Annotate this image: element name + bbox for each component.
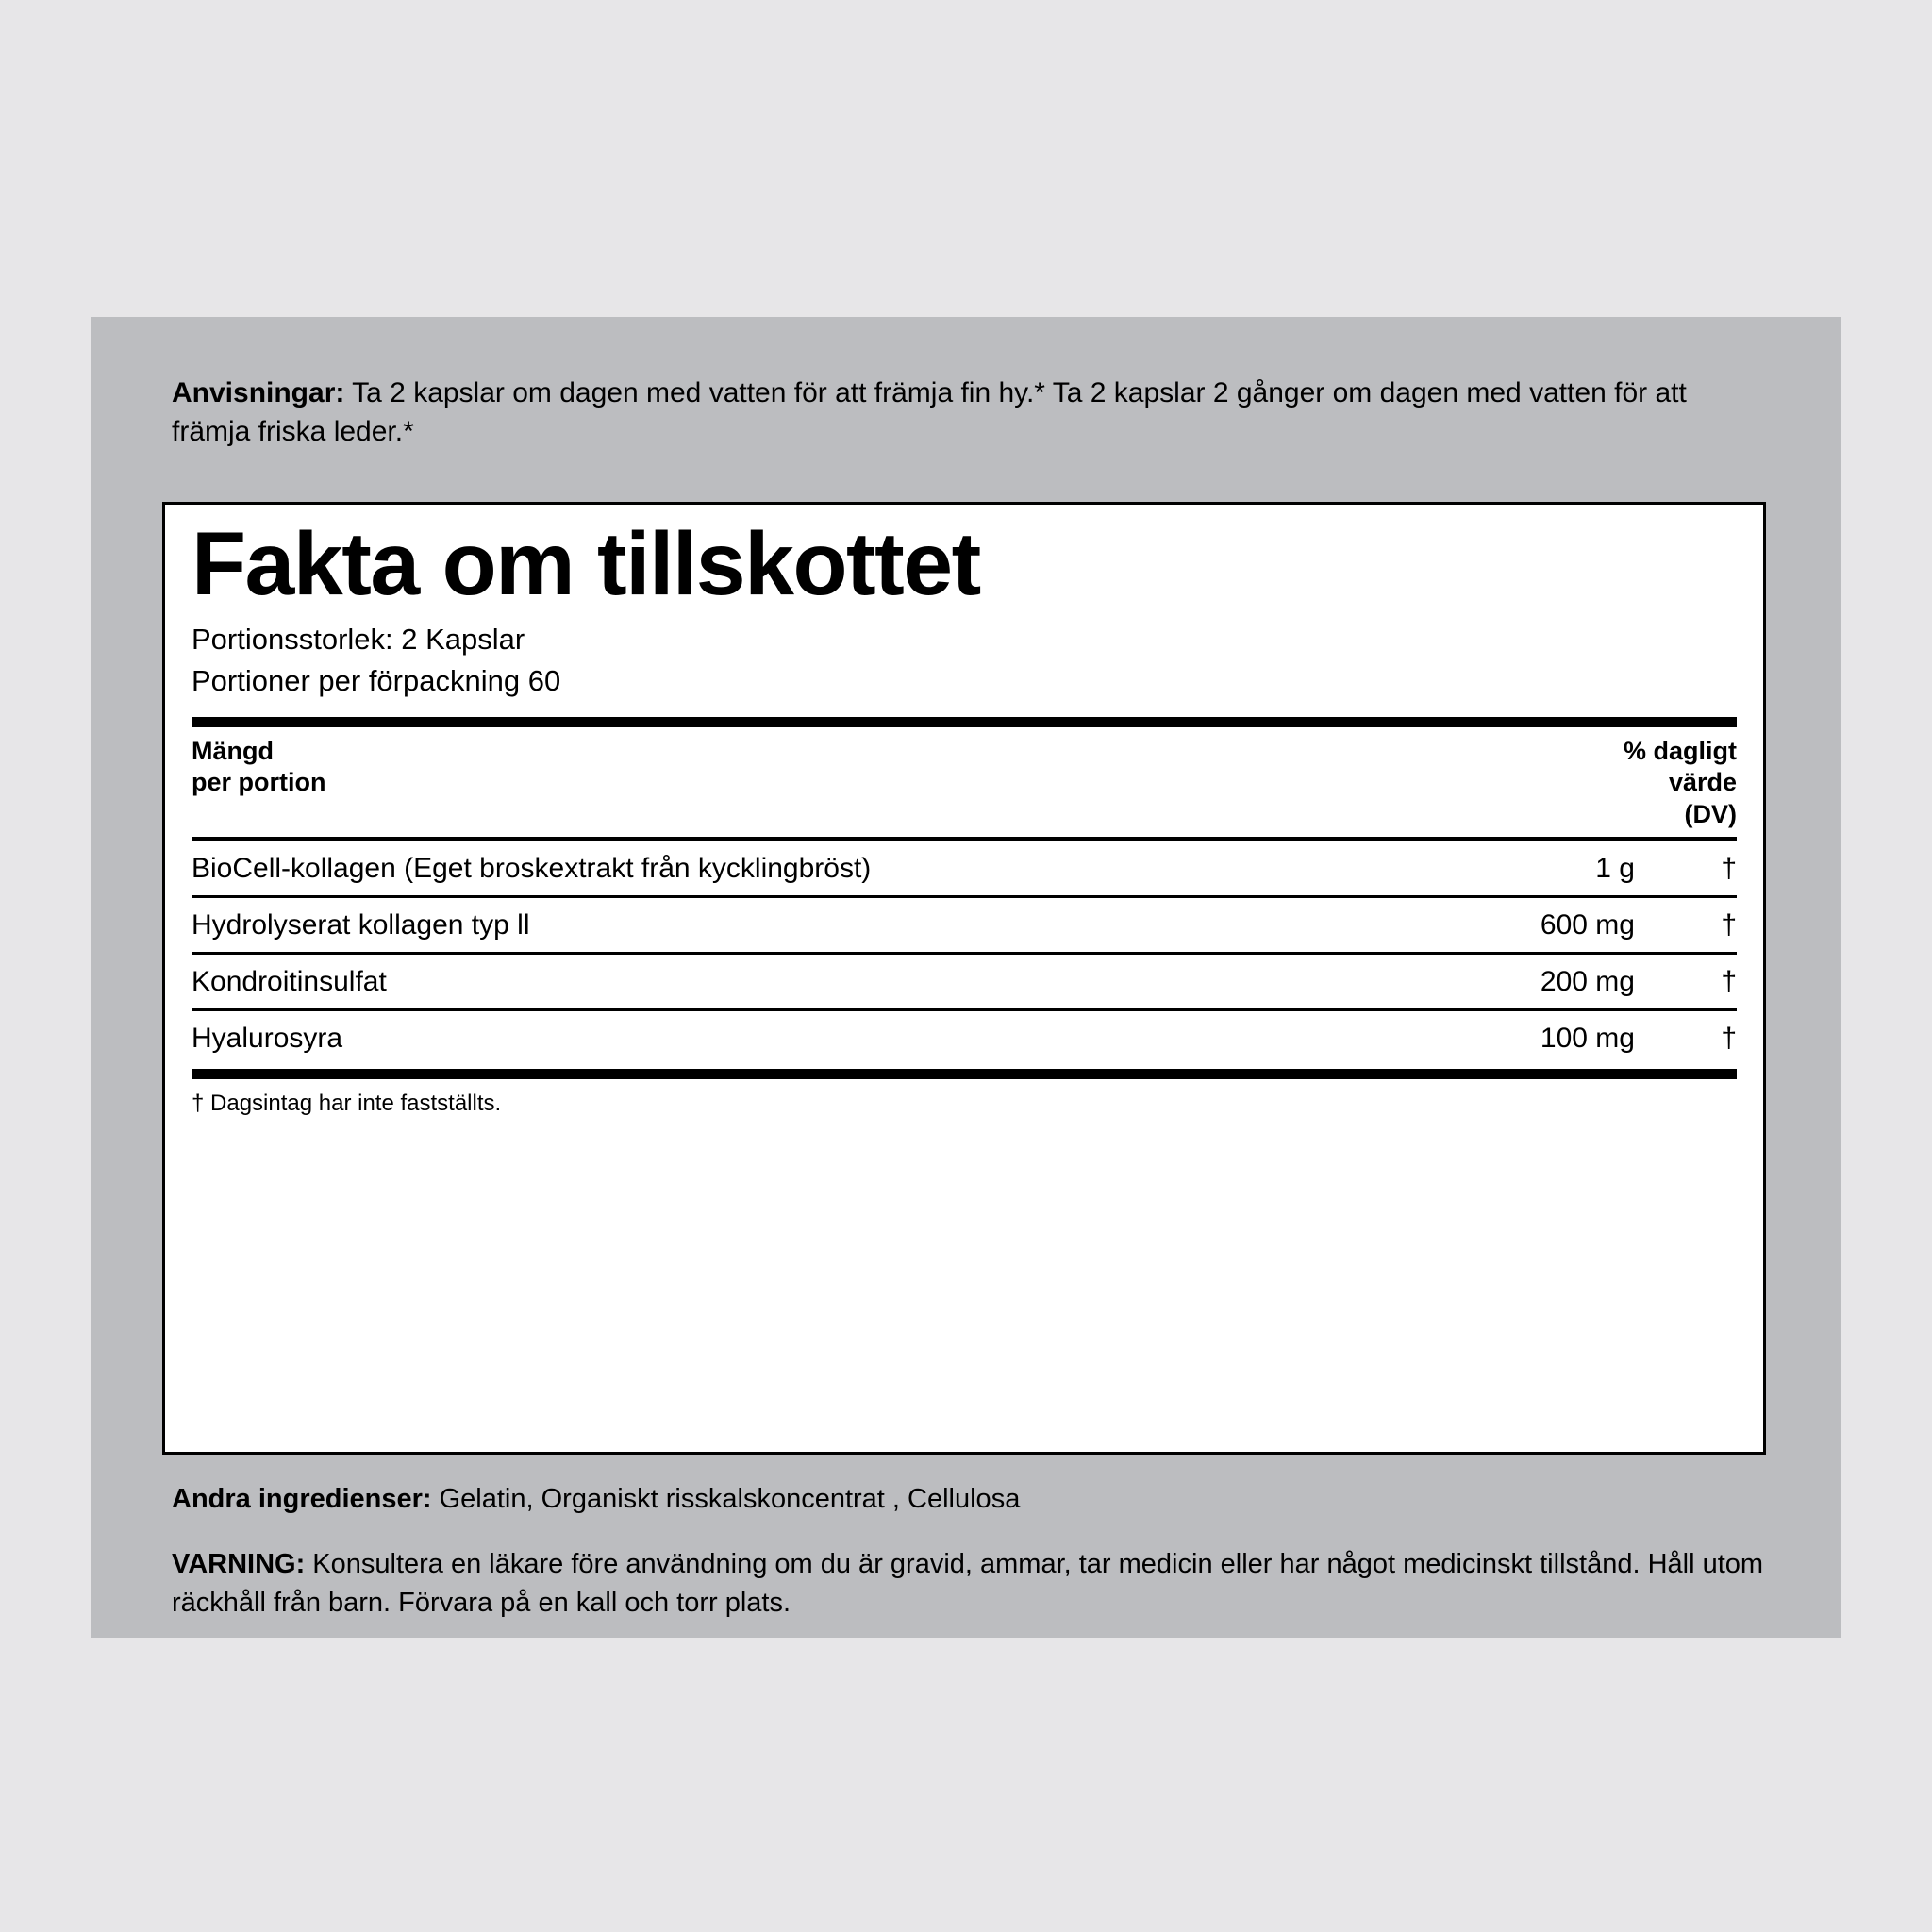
amount-header-line1: Mängd <box>192 736 274 765</box>
directions-block <box>172 374 1757 451</box>
nutrient-amount: 600 mg <box>1540 908 1635 941</box>
supplement-facts-inner <box>192 516 1737 1117</box>
dv-header-line1: % dagligt <box>1624 736 1737 765</box>
table-row <box>192 898 1737 952</box>
serving-size: Portionsstorlek: 2 Kapslar <box>192 622 525 656</box>
amount-header-left <box>192 736 326 800</box>
divider-thick-bottom <box>192 1069 1737 1079</box>
nutrient-amount: 1 g <box>1595 852 1635 884</box>
servings-per-container: Portioner per förpackning 60 <box>192 663 561 697</box>
table-row <box>192 955 1737 1008</box>
directions-label: Anvisningar: <box>172 377 345 408</box>
nutrient-name: Kondroitinsulfat <box>192 965 387 997</box>
nutrient-amount: 200 mg <box>1540 965 1635 997</box>
nutrient-name: Hyalurosyra <box>192 1022 343 1054</box>
nutrient-name: BioCell-kollagen (Eget broskextrakt från kycklingbröst) <box>192 852 872 884</box>
warning-block <box>172 1545 1781 1623</box>
other-ingredients-block <box>172 1481 1775 1518</box>
dv-header-right <box>1624 736 1737 831</box>
dv-header-line2: värde <box>1668 768 1737 797</box>
amount-header-line2: per portion <box>192 768 326 797</box>
other-ingredients-label: Andra ingredienser: <box>172 1484 432 1514</box>
dv-header-line3: (DV) <box>1684 800 1737 829</box>
daily-value-footnote: † Dagsintag har inte fastställts. <box>192 1090 502 1116</box>
label-panel <box>91 317 1841 1638</box>
nutrient-amount: 100 mg <box>1540 1022 1635 1054</box>
other-ingredients-text: Gelatin, Organiskt risskalskoncentrat , Cellulosa <box>431 1484 1021 1514</box>
table-row <box>192 841 1737 895</box>
supplement-facts-box <box>162 502 1766 1455</box>
nutrient-dv: † <box>1721 852 1737 884</box>
warning-text: Konsultera en läkare före användning om du är gravid, ammar, tar medicin eller har något medicinskt tillstånd. Håll utom räckhåll från barn. Förvara på en kall och torr plats. <box>172 1549 1764 1619</box>
nutrient-dv: † <box>1721 908 1737 941</box>
supplement-facts-title: Fakta om tillskottet <box>192 514 980 614</box>
amount-header-row <box>192 727 1737 837</box>
warning-label: VARNING: <box>172 1549 306 1579</box>
divider-thick-top <box>192 717 1737 727</box>
nutrient-name: Hydrolyserat kollagen typ ll <box>192 908 530 941</box>
nutrient-dv: † <box>1721 1022 1737 1054</box>
directions-text: Ta 2 kapslar om dagen med vatten för att främja fin hy.* Ta 2 kapslar 2 gånger om dagen med vatten för att främja friska leder.* <box>172 377 1687 448</box>
nutrient-dv: † <box>1721 965 1737 997</box>
table-row <box>192 1011 1737 1065</box>
